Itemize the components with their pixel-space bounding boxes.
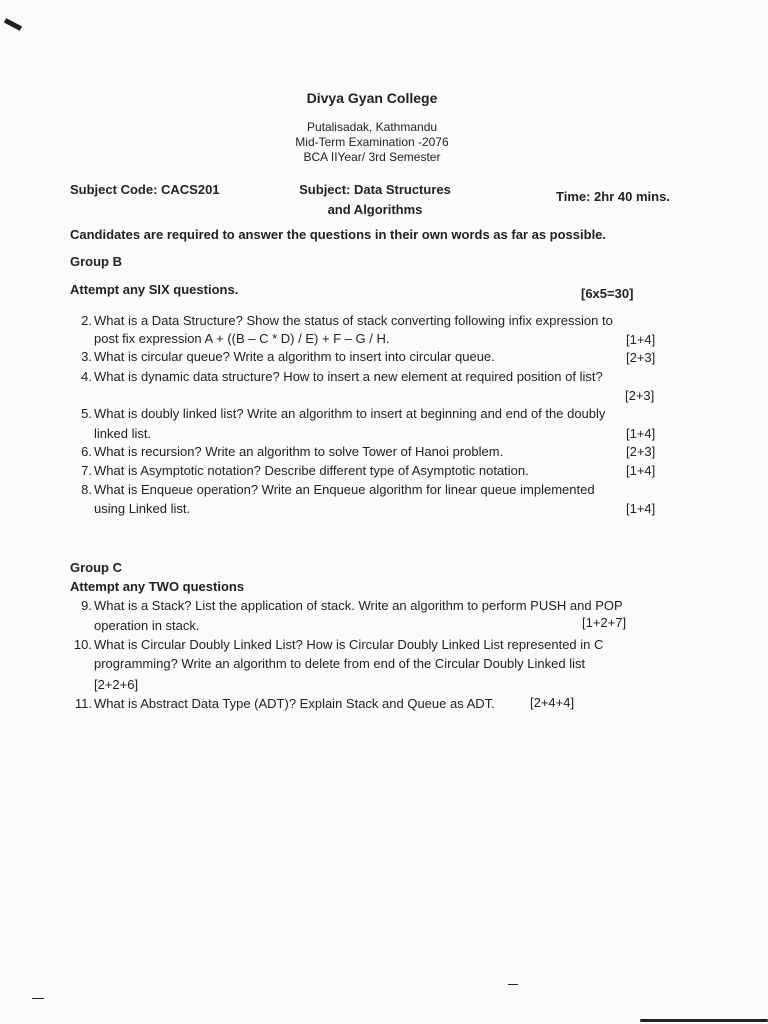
year-semester: BCA IIYear/ 3rd Semester: [303, 150, 441, 164]
question-number: 10.: [73, 637, 92, 652]
question-text-cont: using Linked list.: [94, 501, 191, 516]
question-text-cont: linked list.: [94, 426, 152, 441]
exam-time: Time: 2hr 40 mins.: [556, 189, 670, 204]
question-text: What is Asymptotic notation? Describe different type of Asymptotic notation.: [94, 463, 529, 478]
question-marks: [2+2+6]: [94, 677, 139, 692]
group-c-instruction: Attempt any TWO questions: [70, 579, 245, 594]
college-address: Putalisadak, Kathmandu: [306, 120, 438, 134]
question-marks: [1+4]: [626, 501, 656, 516]
subject-name-line1: Subject: Data Structures: [299, 182, 451, 197]
subject-code: Subject Code: CACS201: [70, 182, 220, 197]
question-number: 8.: [81, 482, 92, 497]
question-number: 2.: [81, 313, 92, 328]
question-marks: [2+3]: [625, 388, 655, 403]
question-marks: [2+4+4]: [530, 695, 575, 710]
exam-name: Mid-Term Examination -2076: [295, 135, 449, 149]
question-number: 3.: [81, 349, 92, 364]
question-marks: [1+4]: [626, 332, 656, 347]
instructions: Candidates are required to answer the questions in their own words as far as possible.: [70, 227, 607, 242]
group-b-title: Group B: [70, 254, 122, 269]
scan-mark-bottom-center: [508, 984, 518, 985]
question-text-cont: programming? Write an algorithm to delete from end of the Circular Doubly Linked list: [94, 656, 586, 671]
group-b-instruction: Attempt any SIX questions.: [70, 282, 239, 297]
question-number: 4.: [81, 369, 92, 384]
scan-mark-bottom-left: [32, 998, 44, 999]
subject-name-line2: and Algorithms: [327, 202, 423, 217]
question-number: 5.: [81, 406, 92, 421]
question-marks: [1+4]: [626, 426, 656, 441]
question-text-cont: post fix expression A + ((B – C * D) / E) + F – G / H.: [94, 331, 390, 346]
college-name: Divya Gyan College: [306, 90, 438, 106]
question-number: 6.: [81, 444, 92, 459]
question-text: What is Abstract Data Type (ADT)? Explain Stack and Queue as ADT.: [94, 696, 495, 711]
question-text: What is dynamic data structure? How to insert a new element at required position of list?: [94, 369, 603, 384]
question-text: What is a Stack? List the application of stack. Write an algorithm to perform PUSH and POP: [94, 598, 623, 613]
question-text: What is Circular Doubly Linked List? How is Circular Doubly Linked List represented in C: [94, 637, 604, 652]
question-marks: [1+2+7]: [582, 615, 627, 630]
question-number: 9.: [81, 598, 92, 613]
scan-mark-bottom-right: [640, 1019, 768, 1022]
question-text: What is recursion? Write an algorithm to solve Tower of Hanoi problem.: [94, 444, 504, 459]
question-text-cont: operation in stack.: [94, 618, 200, 633]
question-number: 7.: [81, 463, 92, 478]
question-text: What is circular queue? Write a algorithm to insert into circular queue.: [94, 349, 495, 364]
question-text: What is Enqueue operation? Write an Enqueue algorithm for linear queue implemented: [94, 482, 595, 497]
scan-mark-top-left: [4, 18, 22, 31]
question-marks: [2+3]: [626, 444, 656, 459]
question-text: What is a Data Structure? Show the status of stack converting following infix expression to: [94, 313, 613, 328]
group-c-title: Group C: [70, 560, 122, 575]
question-number: 11.: [74, 696, 92, 711]
question-marks: [2+3]: [626, 350, 656, 365]
group-b-total-marks: [6x5=30]: [581, 286, 634, 301]
question-marks: [1+4]: [626, 463, 656, 478]
question-text: What is doubly linked list? Write an algorithm to insert at beginning and end of the doubly: [94, 406, 606, 421]
